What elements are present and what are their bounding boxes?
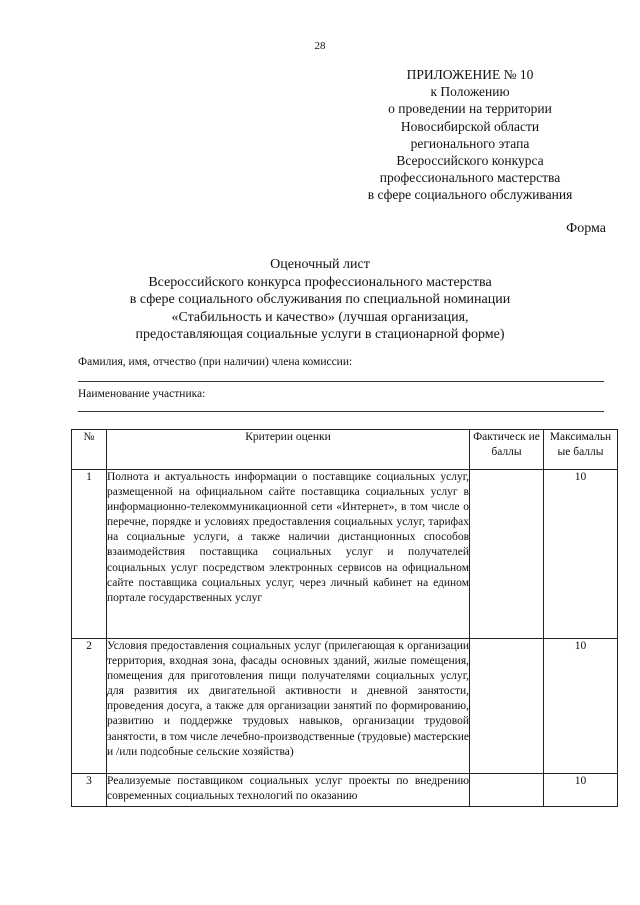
- appendix-line: Новосибирской области: [400, 118, 540, 134]
- row-max-points: 10: [544, 639, 618, 774]
- criteria-table: [71, 429, 618, 807]
- row-max-points: 10: [544, 470, 618, 639]
- row-criteria: Полнота и актуальность информации о поставщике социальных услуг, размещенной на официальном сайте поставщика социальных услуг в информационно-телекоммуникационной сети «Интернет», в том числе о перечне, порядке и условиях предоставления социальных услуг, тарифах на социальные услуги, а также наличии дистанционных способов взаимодействия поставщика социальных услуг и получателей социальных услуг посредством электронных сервисов на официальном сайте поставщика социальных услуг, через личный кабинет на едином портале государственных услуг: [107, 470, 470, 639]
- appendix-line: Всероссийского конкурса: [396, 153, 544, 169]
- title-line: Оценочный лист: [270, 257, 370, 272]
- document-title: [60, 256, 580, 344]
- page-number: 28: [314, 40, 326, 52]
- commission-member-line[interactable]: [78, 381, 604, 382]
- row-actual-points[interactable]: [470, 470, 544, 639]
- row-criteria: Реализуемые поставщиком социальных услуг проекты по внедрению современных социальных технологий по оказанию: [107, 774, 470, 807]
- header-number: №: [72, 430, 107, 470]
- title-line: «Стабильность и качество» (лучшая организация,: [171, 309, 469, 325]
- appendix-header: [330, 66, 610, 204]
- appendix-line: в сфере социального обслуживания: [367, 187, 573, 203]
- row-actual-points[interactable]: [470, 774, 544, 807]
- appendix-line: к Положению: [430, 84, 510, 100]
- table-row: [72, 639, 618, 774]
- appendix-line: профессионального мастерства: [379, 170, 561, 186]
- row-number: 2: [72, 639, 107, 774]
- appendix-line: о проведении на территории: [388, 101, 552, 117]
- participant-label: Наименование участника:: [78, 388, 206, 400]
- row-actual-points[interactable]: [470, 639, 544, 774]
- title-line: предоставляющая социальные услуги в стационарной форме): [135, 327, 505, 343]
- form-label: Форма: [566, 221, 606, 236]
- title-line: в сфере социального обслуживания по специальной номинации: [129, 292, 511, 308]
- appendix-line: регионального этапа: [410, 135, 530, 151]
- table-row: [72, 470, 618, 639]
- participant-line[interactable]: [78, 411, 604, 412]
- appendix-title: ПРИЛОЖЕНИЕ № 10: [406, 67, 534, 82]
- table-header-row: [72, 430, 618, 470]
- row-max-points: 10: [544, 774, 618, 807]
- title-line: Всероссийского конкурса профессионального мастерства: [148, 274, 492, 290]
- header-max-points: Максимальн ые баллы: [544, 430, 618, 470]
- header-criteria: Критерии оценки: [107, 430, 470, 470]
- header-actual-points: Фактическ ие баллы: [470, 430, 544, 470]
- row-criteria: Условия предоставления социальных услуг (прилегающая к организации территория, входная зона, фасады основных зданий, жилые помещения, помещения для приготовления пищи получателями социальных услуг, для развития их двигательной активности и дневной занятости, проведения досуга, а также для организации занятий по формированию, развитию и поддержке трудовых навыков, организации трудовой занятости, в том числе лечебно-производственные (трудовые) мастерские и /или подсобные сельские хозяйства): [107, 639, 470, 774]
- commission-member-label: Фамилия, имя, отчество (при наличии) члена комиссии:: [78, 356, 353, 368]
- table-row: [72, 774, 618, 807]
- row-number: 3: [72, 774, 107, 807]
- row-number: 1: [72, 470, 107, 639]
